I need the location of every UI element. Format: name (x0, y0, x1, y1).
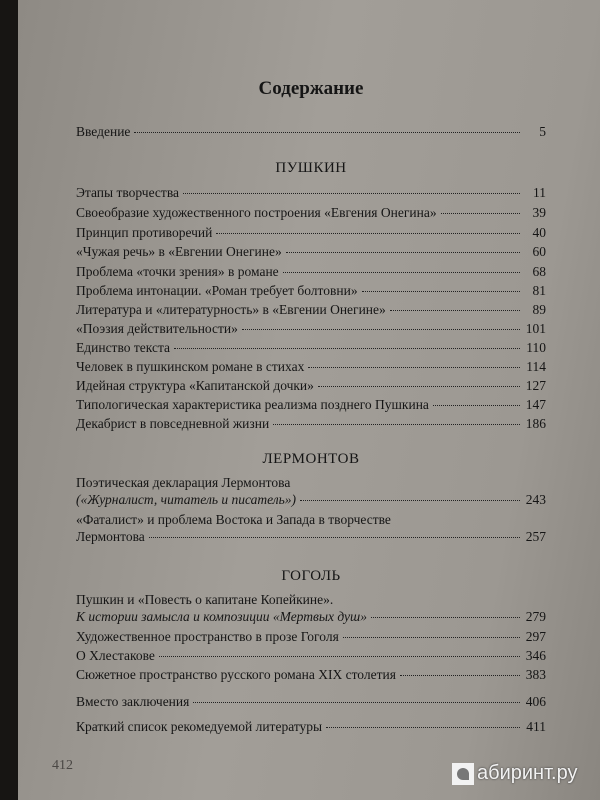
toc-entry-text: К истории замысла и композиции «Мертвых душ» (76, 609, 367, 624)
toc-entry-text: Введение (76, 124, 131, 139)
page-number: 412 (52, 758, 73, 773)
leader-dots (193, 702, 520, 703)
leader-dots (390, 310, 520, 311)
toc-entry-bibliography (76, 718, 546, 735)
toc-entry-text: Единство текста (76, 340, 171, 355)
toc-entry (76, 282, 546, 299)
leader-dots (273, 424, 520, 425)
toc-entry-page: 40 (532, 225, 546, 240)
watermark (452, 762, 578, 785)
leader-dots (183, 193, 520, 194)
toc-entry-text: Проблема «точки зрения» в романе (76, 264, 279, 279)
toc-entry-page: 383 (525, 667, 546, 682)
toc-entry-text: Литература и «литературность» в «Евгении Онегине» (76, 302, 386, 317)
toc-entry-conclusion (76, 693, 546, 710)
toc-entry (76, 263, 546, 280)
toc-entry (76, 204, 546, 221)
toc-entry (76, 591, 546, 625)
toc-entry-page: 101 (525, 321, 546, 336)
toc-entry-text: Своеобразие художественного построения «Евгения Онегина» (76, 205, 437, 220)
toc-entry-text: Человек в пушкинском романе в стихах (76, 359, 305, 374)
toc-entry-page: 81 (532, 283, 546, 298)
toc-entry-page: 411 (526, 719, 546, 734)
toc-entry-page: 297 (525, 629, 546, 644)
toc-entry-text: Проблема интонации. «Роман требует болтовни» (76, 283, 358, 298)
leader-dots (283, 272, 520, 273)
toc-entry (76, 474, 546, 508)
toc-entry-page: 114 (526, 359, 546, 374)
toc-entry (76, 358, 546, 375)
leader-dots (286, 252, 520, 253)
toc-entry (76, 243, 546, 260)
toc-entry (76, 415, 546, 432)
leader-dots (174, 348, 520, 349)
toc-entry (76, 339, 546, 356)
toc-entry (76, 224, 546, 241)
toc-entry (76, 511, 546, 545)
toc-entry-page: 11 (533, 185, 546, 200)
section-heading-lermontov: ЛЕРМОНТОВ (262, 451, 360, 467)
toc-entry-page: 60 (532, 244, 546, 259)
toc-entry-text: Этапы творчества (76, 185, 180, 200)
toc-entry (76, 628, 546, 645)
toc-entry-page: 147 (525, 397, 546, 412)
toc-entry-page: 5 (539, 124, 546, 139)
toc-entry-page: 257 (525, 529, 546, 544)
toc-entry-text: Краткий список рекомедуемой литературы (76, 719, 323, 734)
toc-entry-page: 279 (525, 609, 546, 624)
toc-entry-text: Принцип противоречий (76, 225, 213, 240)
leader-dots (308, 367, 520, 368)
toc-entry-text-line1: «Фаталист» и проблема Востока и Запада в творчестве (76, 512, 391, 527)
toc-entry-text: Вместо заключения (76, 694, 190, 709)
leader-dots (159, 656, 520, 657)
toc-entry (76, 377, 546, 394)
toc-entry-text: Лермонтова (76, 529, 145, 544)
toc-entry-text-line1: Пушкин и «Повесть о капитане Копейкине». (76, 592, 334, 607)
leader-dots (362, 291, 520, 292)
toc-entry-page: 406 (525, 694, 546, 709)
toc-entry-page: 243 (525, 492, 546, 507)
leader-dots (441, 213, 520, 214)
leader-dots (149, 537, 520, 538)
watermark-text: абиринт.ру (477, 762, 578, 784)
leader-dots (400, 675, 520, 676)
leader-dots (242, 329, 520, 330)
leader-dots (216, 233, 520, 234)
toc-entry-text: Сюжетное пространство русского романа XIX столетия (76, 667, 396, 682)
page-title: Содержание (258, 78, 364, 99)
book-page (18, 0, 600, 800)
labirint-logo-icon (452, 763, 474, 785)
toc-entry-text: Художественное пространство в прозе Гоголя (76, 629, 339, 644)
leader-dots (300, 500, 520, 501)
toc-entry-page: 39 (532, 205, 546, 220)
toc-entry (76, 647, 546, 664)
toc-entry-text: «Поэзия действительности» (76, 321, 238, 336)
toc-entry-page: 127 (525, 378, 546, 393)
leader-dots (433, 405, 520, 406)
leader-dots (134, 132, 520, 133)
toc-entry (76, 184, 546, 201)
toc-entry (76, 320, 546, 337)
toc-entry (76, 301, 546, 318)
toc-entry-page: 89 (532, 302, 546, 317)
toc-entry-intro (76, 123, 546, 140)
leader-dots (318, 386, 520, 387)
toc-entry (76, 666, 546, 683)
toc-entry-text: Декабрист в повседневной жизни (76, 416, 270, 431)
toc-entry-text: О Хлестакове (76, 648, 155, 663)
toc-entry-text: «Чужая речь» в «Евгении Онегине» (76, 244, 282, 259)
toc-entry-page: 346 (525, 648, 546, 663)
toc-entry-text: («Журналист, читатель и писатель») (76, 492, 297, 507)
toc-entry-text: Идейная структура «Капитанской дочки» (76, 378, 314, 393)
leader-dots (326, 727, 520, 728)
toc-entry-text: Типологическая характеристика реализма позднего Пушкина (76, 397, 429, 412)
section-heading-gogol: ГОГОЛЬ (281, 568, 341, 584)
leader-dots (343, 637, 520, 638)
leader-dots (371, 617, 520, 618)
toc-entry-page: 186 (525, 416, 546, 431)
toc-entry-page: 110 (526, 340, 546, 355)
toc-entry (76, 396, 546, 413)
toc-entry-text-line1: Поэтическая декларация Лермонтова (76, 475, 291, 490)
toc-entry-page: 68 (532, 264, 546, 279)
section-heading-pushkin: ПУШКИН (275, 160, 347, 176)
